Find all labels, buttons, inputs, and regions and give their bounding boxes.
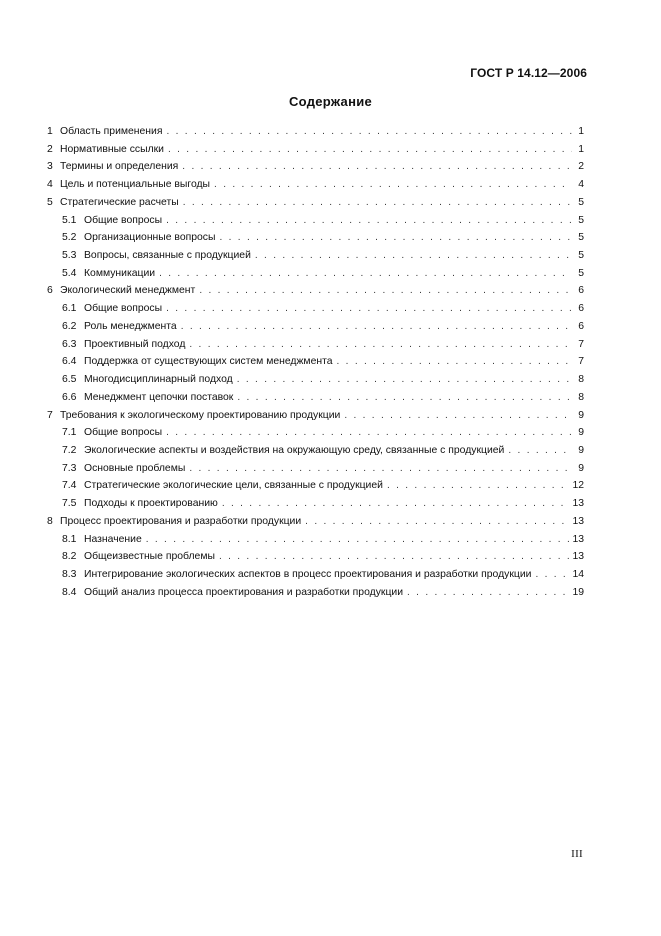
toc-leader-dots: [344, 407, 572, 425]
toc-entry[interactable]: [47, 389, 584, 407]
toc-entry-page: 14: [572, 568, 584, 580]
toc-leader-dots: [182, 158, 572, 176]
toc-entry-page: 9: [578, 444, 584, 456]
toc-leader-dots: [305, 513, 569, 531]
toc-entry-number: 7.4: [62, 480, 77, 492]
toc-entry-number: 5.2: [62, 232, 77, 244]
toc-leader-dots: [183, 194, 572, 212]
toc-entry-page: 7: [578, 338, 584, 350]
toc-leader-dots: [237, 371, 572, 389]
toc-entry-page: 13: [572, 551, 584, 563]
toc-leader-dots: [535, 566, 569, 584]
toc-entry-page: 8: [578, 391, 584, 403]
toc-entry-number: 7: [47, 409, 53, 421]
toc-entry[interactable]: [47, 548, 584, 566]
toc-entry-title: Общие вопросы: [84, 214, 163, 226]
toc-entry-number: 6.3: [62, 338, 77, 350]
toc-entry-title: Цель и потенциальные выгоды: [60, 179, 211, 191]
toc-entry[interactable]: [47, 353, 584, 371]
toc-entry-page: 9: [578, 462, 584, 474]
toc-leader-dots: [219, 548, 569, 566]
toc-entry-title: Стратегические расчеты: [60, 196, 179, 208]
toc-entry-page: 13: [572, 498, 584, 510]
toc-entry[interactable]: [47, 300, 584, 318]
toc-entry-title: Назначение: [84, 533, 142, 545]
toc-leader-dots: [214, 176, 572, 194]
toc-entry-title: Основные проблемы: [84, 462, 186, 474]
toc-entry-number: 1: [47, 126, 53, 137]
toc-entry-title: Интегрирование экологических аспектов в процесс проектирования и разработки продукции: [84, 568, 532, 580]
toc-entry-title: Проективный подход: [84, 338, 186, 350]
toc-leader-dots: [189, 336, 572, 354]
toc-entry-title: Требования к экологическому проектированию продукции: [60, 409, 341, 421]
toc-leader-dots: [255, 247, 572, 265]
toc-entry-number: 8.4: [62, 586, 77, 598]
toc-entry-page: 19: [572, 586, 584, 598]
toc-entry-number: 6.1: [62, 303, 77, 315]
toc-entry-title: Подходы к проектированию: [84, 498, 218, 510]
toc-entry[interactable]: [47, 247, 584, 265]
toc-entry-page: 9: [578, 427, 584, 439]
toc-entry-number: 8.1: [62, 533, 77, 545]
toc-leader-dots: [166, 212, 572, 230]
toc-entry-page: 9: [578, 409, 584, 421]
toc-entry-page: 5: [578, 196, 584, 208]
toc-leader-dots: [181, 318, 572, 336]
toc-entry-page: 8: [578, 374, 584, 386]
toc-entry-title: Термины и определения: [60, 161, 179, 173]
toc-entry-number: 6.4: [62, 356, 77, 368]
toc-leader-dots: [199, 282, 572, 300]
toc-entry[interactable]: [47, 194, 584, 212]
toc-entry-number: 5.3: [62, 250, 77, 262]
toc-entry[interactable]: [47, 336, 584, 354]
toc-entry-page: 5: [578, 232, 584, 244]
toc-entry-page: 12: [572, 480, 584, 492]
toc-entry-page: 6: [578, 285, 584, 297]
toc-entry[interactable]: [47, 424, 584, 442]
toc-entry-number: 6.6: [62, 391, 77, 403]
toc-entry-page: 5: [578, 267, 584, 279]
toc-entry-number: 7.2: [62, 444, 77, 456]
toc-entry-number: 6.2: [62, 320, 77, 332]
toc-entry-title: Нормативные ссылки: [60, 143, 164, 155]
toc-entry-page: 13: [572, 533, 584, 545]
toc-entry-number: 5: [47, 196, 53, 208]
toc-entry-title: Общий анализ процесса проектирования и разработки продукции: [84, 586, 403, 598]
toc-entry-number: 5.1: [62, 214, 77, 226]
toc-entry-title: Коммуникации: [84, 267, 156, 279]
toc-entry[interactable]: [47, 229, 584, 247]
toc-entry[interactable]: [47, 282, 584, 300]
toc-entry[interactable]: [47, 531, 584, 549]
toc-entry-title: Общеизвестные проблемы: [84, 551, 215, 563]
toc-entry-page: 7: [578, 356, 584, 368]
toc-leader-dots: [166, 424, 572, 442]
toc-entry-title: Поддержка от существующих систем менеджмента: [84, 356, 333, 368]
toc-entry-title: Менеджмент цепочки поставок: [84, 391, 234, 403]
toc-entry[interactable]: [47, 584, 584, 602]
toc-entry-title: Экологический менеджмент: [60, 285, 196, 297]
toc-entry-page: 5: [578, 250, 584, 262]
toc-entry-title: Роль менеджмента: [84, 320, 177, 332]
toc-entry-number: 3: [47, 161, 53, 173]
toc-leader-dots: [407, 584, 569, 602]
toc-title: Содержание: [288, 94, 373, 109]
toc-leader-dots: [166, 300, 572, 318]
toc-entry-title: Организационные вопросы: [84, 232, 216, 244]
toc-entry[interactable]: [47, 141, 584, 159]
toc-entry-number: 8.2: [62, 551, 77, 563]
toc-leader-dots: [189, 460, 572, 478]
toc-entry[interactable]: [47, 442, 584, 460]
toc-entry-title: Стратегические экологические цели, связанные с продукцией: [84, 480, 383, 492]
toc-entry[interactable]: [47, 371, 584, 389]
toc-leader-dots: [168, 141, 572, 159]
toc-entry-title: Многодисциплинарный подход: [84, 374, 233, 386]
toc-leader-dots: [337, 353, 572, 371]
toc-entry[interactable]: [47, 123, 584, 141]
toc-entry-number: 8: [47, 515, 53, 527]
toc-entry[interactable]: [47, 513, 584, 531]
toc-entry[interactable]: [47, 265, 584, 283]
toc-entry[interactable]: [47, 460, 584, 478]
toc-leader-dots: [219, 229, 572, 247]
toc-entry[interactable]: [47, 318, 584, 336]
toc-entry-page: 1: [578, 143, 584, 155]
toc-entry-page: 5: [578, 214, 584, 226]
toc-leader-dots: [222, 495, 570, 513]
toc-entry-number: 7.3: [62, 462, 77, 474]
toc-leader-dots: [387, 477, 569, 495]
page-number: III: [571, 848, 583, 860]
toc-leader-dots: [159, 265, 572, 283]
toc-entry-title: Процесс проектирования и разработки продукции: [60, 515, 302, 527]
toc-entry[interactable]: [47, 495, 584, 513]
toc-entry-number: 7.1: [62, 427, 77, 439]
toc-entry[interactable]: [47, 407, 584, 425]
toc-entry[interactable]: [47, 566, 584, 584]
toc-leader-dots: [146, 531, 570, 549]
table-of-contents: [47, 123, 584, 601]
toc-entry-number: 5.4: [62, 267, 77, 279]
toc-entry-number: 8.3: [62, 568, 77, 580]
toc-entry[interactable]: [47, 212, 584, 230]
toc-leader-dots: [237, 389, 572, 407]
toc-entry-title: Экологические аспекты и воздействия на окружающую среду, связанные с продукцией: [84, 444, 505, 456]
toc-entry-number: 2: [47, 143, 53, 155]
standard-code: ГОСТ Р 14.12—2006: [470, 66, 587, 80]
toc-entry-page: 4: [578, 179, 584, 191]
toc-leader-dots: [508, 442, 572, 460]
toc-entry-number: 6: [47, 285, 53, 297]
toc-entry-page: 13: [572, 515, 584, 527]
toc-entry-title: Общие вопросы: [84, 303, 163, 315]
toc-entry[interactable]: [47, 158, 584, 176]
toc-entry-page: 2: [578, 161, 584, 173]
toc-entry-page: 6: [578, 303, 584, 315]
toc-entry-title: Вопросы, связанные с продукцией: [84, 250, 251, 262]
toc-entry-page: 6: [578, 320, 584, 332]
toc-entry-number: 6.5: [62, 374, 77, 386]
toc-entry-title: Общие вопросы: [84, 427, 163, 439]
toc-entry-number: 4: [47, 179, 53, 191]
toc-entry[interactable]: [47, 477, 584, 495]
toc-entry[interactable]: [47, 176, 584, 194]
toc-leader-dots: [166, 123, 572, 141]
toc-entry-title: Область применения: [60, 126, 163, 137]
toc-entry-number: 7.5: [62, 498, 77, 510]
toc-entry-page: 1: [578, 126, 584, 137]
